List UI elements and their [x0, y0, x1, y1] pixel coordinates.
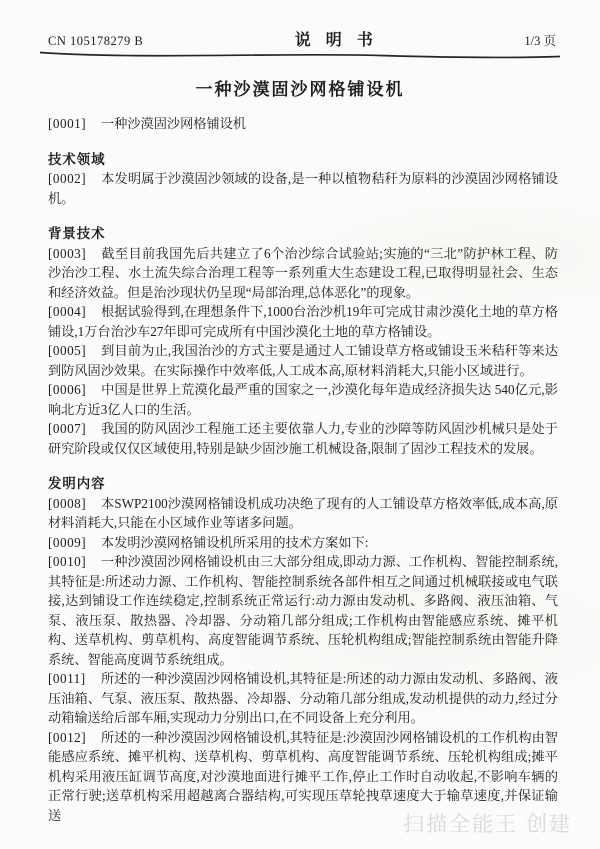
paragraph-text: 本发明沙漠网格铺设机所采用的技术方案如下:: [101, 534, 369, 550]
paragraph-number: [0004]: [48, 304, 87, 319]
paragraph-number: [0010]: [48, 554, 87, 569]
paragraph-text: 一种沙漠固沙网格铺设机由三大部分组成,即动力源、工作机构、智能控制系统,其特征是:所述动力源、工作机构、智能控制系统各部件相互之间通过机械联接或电气联接,达到铺设工作连续稳定,控制系统正常运行:动力源由发动机、多路阀、液压油箱、气泵、液压泵、散热器、冷却器、分动箱几部分组成;工作机构由智能感应系统、摊平机构、送草机构、剪草机构、高度智能调节系统、压轮机构组成;智能控制系统由智能升降系统、智能高度调节系统组成。: [48, 554, 558, 667]
doc-number: CN 105178279 B: [48, 34, 144, 48]
paragraph-text: 本SWP2100沙漠网格铺设机成功决绝了现有的人工铺设草方格效率低,成本高,原材料消耗大,只能在小区域作业等诸多问题。: [48, 495, 558, 530]
paragraph-number: [0008]: [48, 495, 87, 511]
paragraph-0005: [48, 341, 558, 380]
doc-type-label: 说明书: [294, 32, 388, 49]
page-title: 一种沙漠固沙网格铺设机: [195, 80, 405, 99]
paragraph-0008: [48, 494, 558, 533]
paragraph-0011: [48, 669, 558, 728]
paragraph-number: [0001]: [48, 116, 87, 131]
paragraph-0007: [48, 419, 558, 458]
paragraph-text: 一种沙漠固沙网格铺设机: [101, 116, 247, 131]
paragraph-number: [0011]: [48, 671, 86, 686]
paragraph-text: 截至目前我国先后共建立了6个治沙综合试验站;实施的“三北”防护林工程、防沙治沙工程、水土流失综合治理工程等一系列重大生态建设工程,已取得明显社会、生态和经济效益。但是治沙现状仍呈现“局部治理,总体恶化”的现象。: [48, 245, 558, 300]
paragraph-0004: [48, 302, 558, 341]
paragraph-0009: [48, 533, 558, 553]
paragraph-0010: [48, 552, 558, 669]
paragraph-number: [0009]: [48, 534, 87, 550]
scanner-watermark: 扫描全能王 创建: [403, 813, 572, 836]
paragraph-0003: [48, 244, 558, 303]
paragraph-number: [0012]: [48, 729, 87, 745]
header-rule: [0, 48, 600, 62]
paragraph-0001: [48, 114, 558, 134]
paragraph-number: [0005]: [48, 343, 87, 358]
paragraph-number: [0003]: [48, 245, 87, 261]
paragraph-text: 所述的一种沙漠固沙网格铺设机,其特征是:沙漠固沙网格铺设机的工作机构由智能感应系统、摊平机构、送草机构、剪草机构、高度智能调节系统、压轮机构组成;摊平机构采用液压缸调节高度,对沙漠地面进行摊平工作,停止工作时自动收起,不影响车辆的正常行驶;送草机构采用超越离合器结构,可实现压草轮拽草速度大于输草速度,并保证输送: [48, 729, 558, 823]
page-header: [0, 0, 600, 50]
paragraph-number: [0007]: [48, 421, 87, 436]
paragraph-number: [0006]: [48, 382, 87, 397]
paragraph-text: 我国的防风固沙工程施工还主要依靠人力,专业的沙障等防风固沙机械只是处于研究阶段或仅仅区域使用,特别是缺少固沙施工机械设备,限制了固沙工程技术的发展。: [48, 421, 558, 456]
section-heading: 发明内容: [48, 476, 106, 491]
paragraph-text: 根据试验得到,在理想条件下,1000台治沙机19年可完成甘肃沙漠化土地的草方格铺设,1万台治沙车27年即可完成所有中国沙漠化土地的草方格铺设。: [48, 304, 558, 339]
section-heading: 技术领域: [48, 151, 106, 167]
section-heading: 背景技术: [48, 226, 106, 241]
paragraph-number: [0002]: [48, 171, 87, 186]
page-indicator: 1/3 页: [524, 34, 556, 48]
paragraph-text: 到目前为止,我国治沙的方式主要是通过人工铺设草方格或铺设玉米秸秆等来达到防风固沙效果。在实际操作中效率低,人工成本高,原材料消耗大,只能小区域进行。: [48, 343, 558, 378]
paragraph-text: 中国是世界上荒漠化最严重的国家之一,沙漠化每年造成经济损失达 540亿元,影响北方近3亿人口的生活。: [48, 382, 558, 417]
paragraph-text: 所述的一种沙漠固沙网格铺设机,其特征是:所述的动力源由发动机、多路阀、液压油箱、气泵、液压泵、散热器、冷却器、分动箱几部分组成,发动机提供的动力,经过分动箱输送给后部车厢,实现动力分别出口,在不同设备上充分利用。: [48, 671, 558, 725]
paragraph-text: 本发明属于沙漠固沙领域的设备,是一种以植物秸秆为原料的沙漠固沙网格铺设机。: [48, 171, 558, 206]
document-body: [0, 100, 600, 825]
paragraph-0006: [48, 380, 558, 419]
paragraph-0002: [48, 169, 558, 208]
